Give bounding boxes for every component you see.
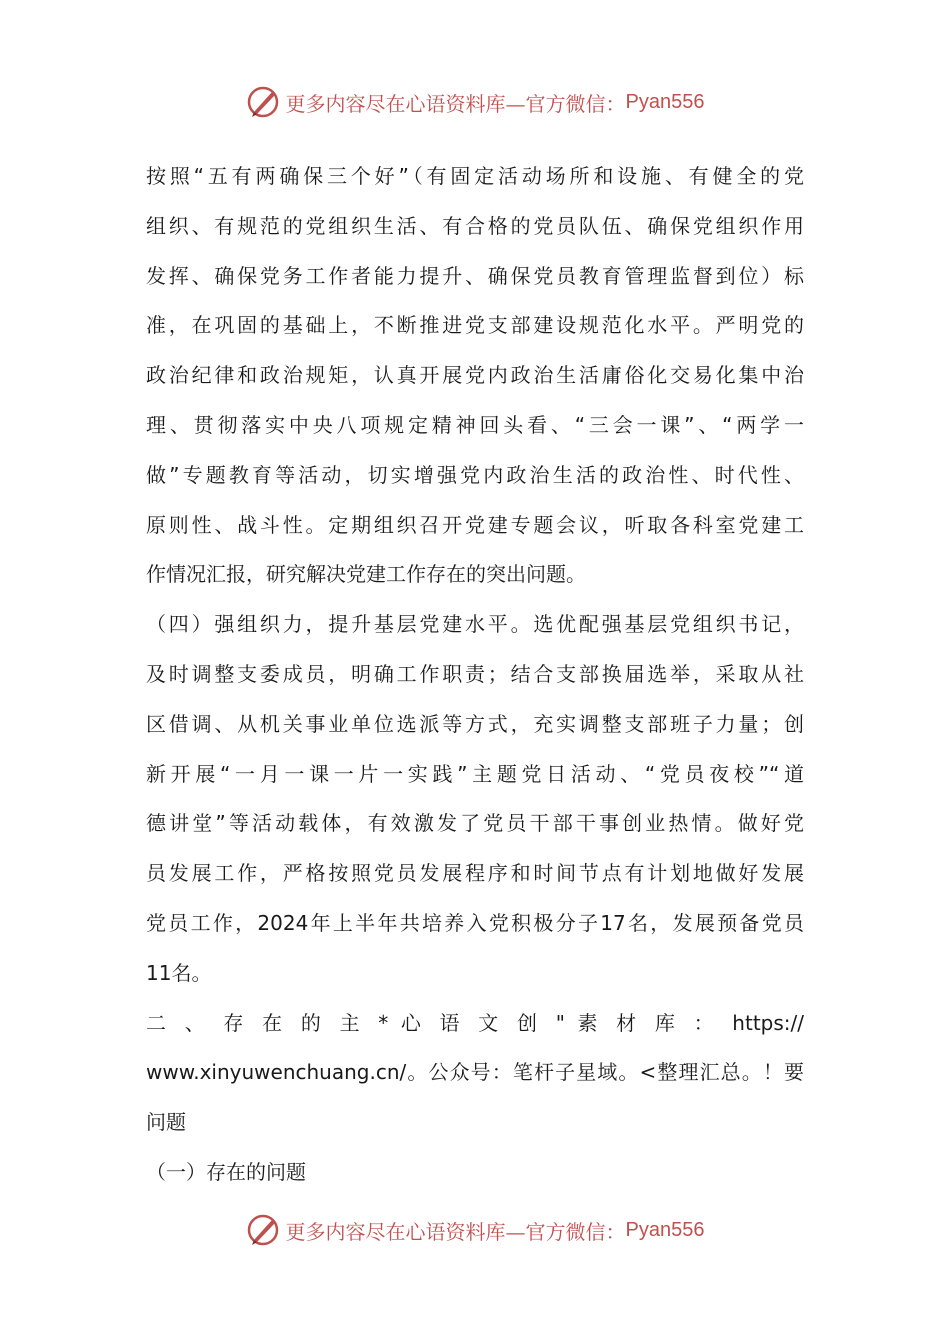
header-banner-wechat: Pyan556: [625, 90, 705, 113]
body-line: www.xinyuwenchuang.cn/。公众号：笔杆子星域。<整理汇总。！要: [146, 1060, 804, 1085]
body-line: 二 、 存 在 的 主 * 心 语 文 创 " 素 材 库 ： https://: [146, 1010, 804, 1035]
document-body: [146, 152, 804, 1198]
body-line: 11名。: [146, 960, 212, 985]
body-line: 组织、有规范的党组织生活、有合格的党员队伍、确保党组织作用: [146, 213, 804, 238]
body-line: 党员工作，2024年上半年共培养入党积极分子17名，发展预备党员: [146, 910, 804, 935]
body-line: 及时调整支委成员，明确工作职责；结合支部换届选举，采取从社: [146, 661, 804, 686]
pen-logo-icon: [246, 84, 282, 120]
section-heading: （一）存在的问题: [146, 1159, 306, 1184]
footer-banner: [0, 1210, 950, 1250]
body-line: 新开展“一月一课一片一实践”主题党日活动、“党员夜校”“道: [146, 761, 804, 786]
footer-banner-wechat: Pyan556: [625, 1218, 705, 1241]
body-line: 区借调、从机关事业单位选派等方式，充实调整支部班子力量；创: [146, 711, 804, 736]
header-banner: [0, 82, 950, 122]
body-line: 做”专题教育等活动，切实增强党内政治生活的政治性、时代性、: [146, 462, 804, 487]
body-line: 理、贯彻落实中央八项规定精神回头看、“三会一课”、“两学一: [146, 412, 804, 437]
header-banner-text: 更多内容尽在心语资料库—官方微信：: [285, 91, 626, 116]
body-line: 准，在巩固的基础上，不断推进党支部建设规范化水平。严明党的: [146, 313, 804, 338]
footer-banner-text: 更多内容尽在心语资料库—官方微信：: [285, 1219, 626, 1244]
body-line: 问题: [146, 1110, 186, 1135]
body-line: 按照“五有两确保三个好”（有固定活动场所和设施、有健全的党: [146, 164, 804, 188]
body-line: 原则性、战斗性。定期组织召开党建专题会议，听取各科室党建工: [146, 512, 804, 537]
body-line: （四）强组织力，提升基层党建水平。选优配强基层党组织书记，: [146, 612, 804, 637]
body-line: 作情况汇报，研究解决党建工作存在的突出问题。: [146, 562, 586, 587]
body-line: 发挥、确保党务工作者能力提升、确保党员教育管理监督到位）标: [146, 263, 804, 288]
pen-logo-icon: [246, 1212, 282, 1248]
body-line: 政治纪律和政治规矩，认真开展党内政治生活庸俗化交易化集中治: [146, 363, 804, 388]
body-line: 员发展工作，严格按照党员发展程序和时间节点有计划地做好发展: [146, 861, 804, 886]
body-line: 德讲堂”等活动载体，有效激发了党员干部干事创业热情。做好党: [146, 811, 804, 836]
